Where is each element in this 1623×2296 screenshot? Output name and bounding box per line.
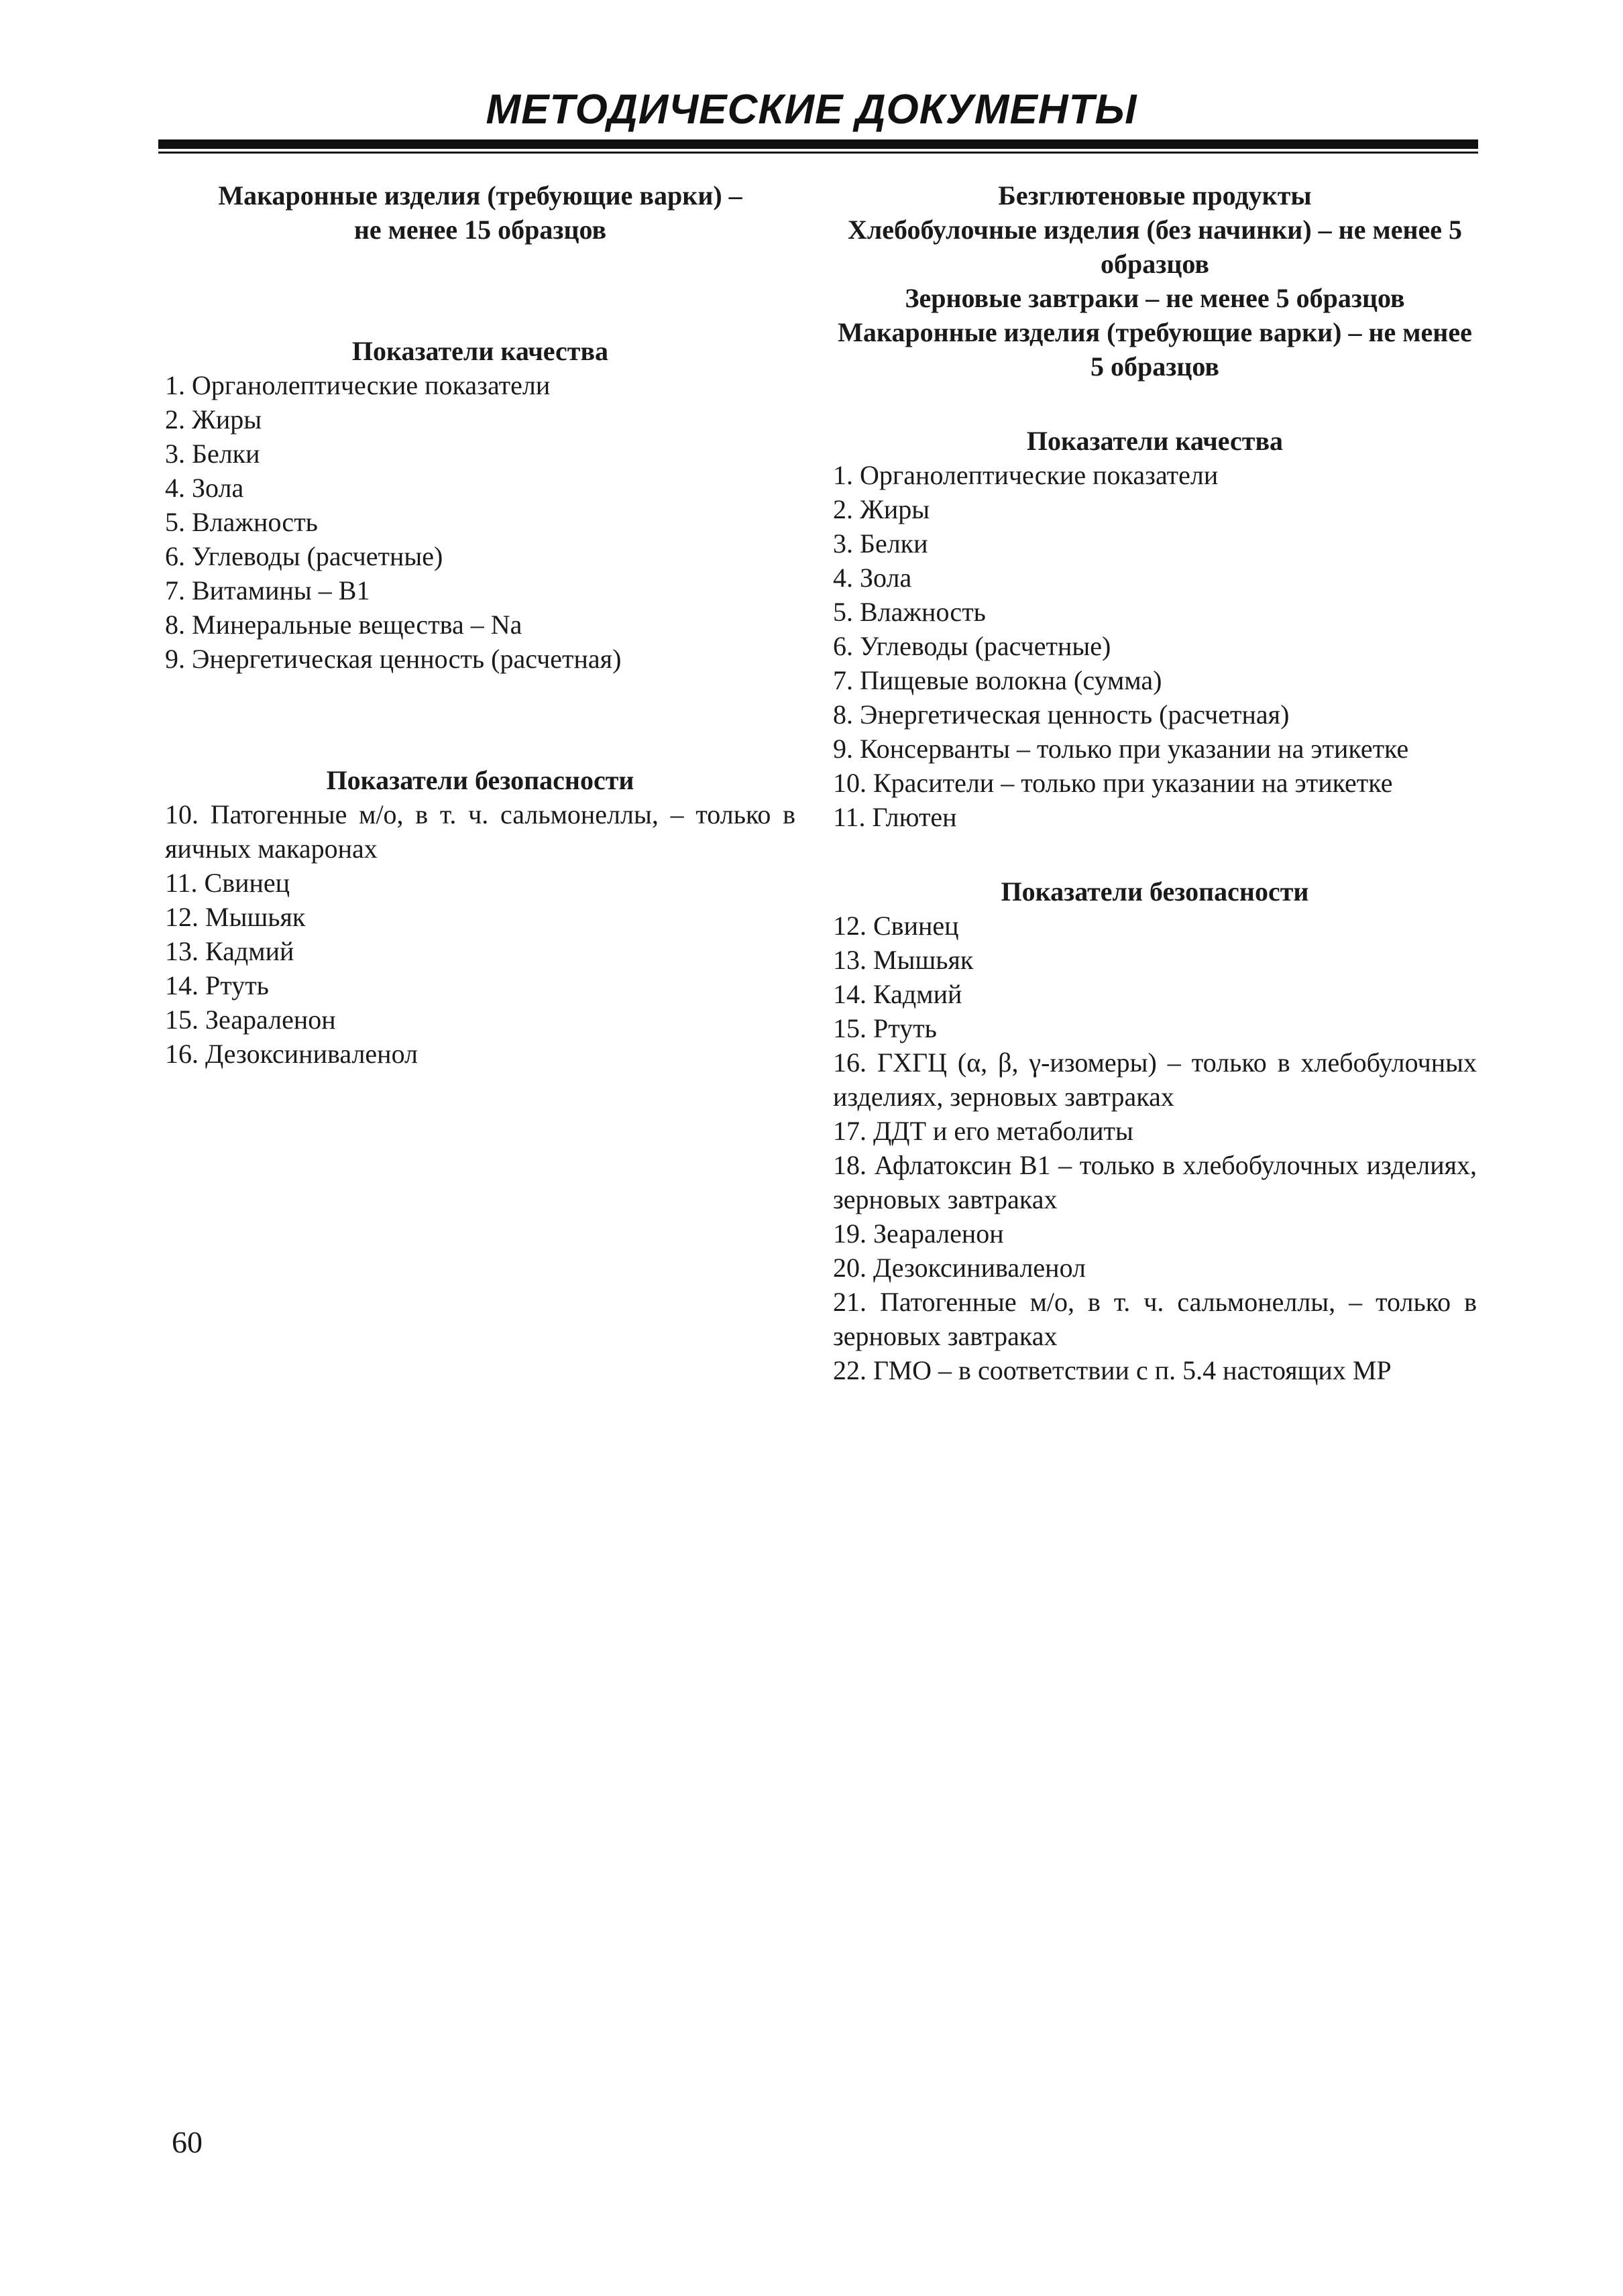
list-item: 5. Влажность (833, 597, 986, 627)
list-item: 14. Ртуть (165, 970, 269, 1000)
list-item: 8. Минеральные вещества – Na (165, 610, 522, 640)
right-title-line: Хлебобулочные изделия (без начинки) – не менее 5 образцов (847, 215, 1463, 279)
list-item: 19. Зеараленон (833, 1218, 1004, 1249)
list-item: 20. Дезоксиниваленол (833, 1253, 1086, 1283)
list-item: 1. Органолептические показатели (833, 460, 1219, 490)
list-item: 11. Свинец (165, 868, 290, 898)
list-item: 13. Кадмий (165, 936, 294, 966)
right-quality-heading: Показатели качества (1026, 426, 1284, 456)
list-item: 11. Глютен (833, 802, 957, 832)
list-item: 3. Белки (165, 439, 260, 469)
left-column-title (165, 178, 795, 247)
right-title-line: Зерновые завтраки – не менее 5 образцов (905, 283, 1405, 313)
list-item: 6. Углеводы (расчетные) (833, 631, 1111, 661)
right-title-line: Безглютеновые продукты (998, 180, 1312, 211)
right-column-title (833, 178, 1477, 384)
list-item: 22. ГМО – в соответствии с п. 5.4 настоящих МР (833, 1355, 1392, 1385)
list-item: 10. Патогенные м/о, в т. ч. сальмонеллы, – только в яичных макаронах (165, 799, 795, 864)
list-item: 5. Влажность (165, 507, 318, 537)
list-item: 6. Углеводы (расчетные) (165, 541, 443, 571)
list-item: 2. Жиры (833, 494, 930, 524)
list-item: 12. Свинец (833, 911, 959, 941)
list-item: 15. Зеараленон (165, 1005, 336, 1035)
page-header-title: МЕТОДИЧЕСКИЕ ДОКУМЕНТЫ (486, 87, 1137, 133)
list-item: 15. Ртуть (833, 1013, 937, 1043)
list-item: 1. Органолептические показатели (165, 370, 551, 400)
list-item: 14. Кадмий (833, 979, 962, 1009)
list-item: 3. Белки (833, 528, 928, 559)
list-item: 16. Дезоксиниваленол (165, 1039, 418, 1069)
header-rule-thin (158, 152, 1478, 154)
left-column (165, 178, 795, 1071)
list-item: 7. Витамины – B1 (165, 575, 370, 606)
list-item: 13. Мышьяк (833, 945, 974, 975)
right-safety-heading: Показатели безопасности (1001, 876, 1309, 907)
list-item: 4. Зола (165, 473, 244, 503)
left-safety-heading: Показатели безопасности (326, 765, 634, 795)
list-item: 10. Красители – только при указании на этикетке (833, 768, 1393, 798)
list-item: 2. Жиры (165, 404, 262, 435)
left-quality-heading: Показатели качества (351, 336, 609, 366)
list-item: 18. Афлатоксин B1 – только в хлебобулочных изделиях, зерновых завтраках (833, 1150, 1477, 1214)
list-item: 12. Мышьяк (165, 902, 306, 932)
header-rule-thick (158, 139, 1478, 149)
right-column (833, 178, 1477, 1387)
list-item: 9. Консерванты – только при указании на этикетке (833, 734, 1409, 764)
list-item: 17. ДДТ и его метаболиты (833, 1116, 1133, 1146)
list-item: 7. Пищевые волокна (сумма) (833, 665, 1162, 695)
list-item: 21. Патогенные м/о, в т. ч. сальмонеллы, – только в зерновых завтраках (833, 1287, 1477, 1351)
page-number: 60 (172, 2125, 203, 2159)
list-item: 8. Энергетическая ценность (расчетная) (833, 699, 1290, 730)
list-item: 16. ГХГЦ (α, β, γ-изомеры) – только в хлебобулочных изделиях, зерновых завтраках (833, 1047, 1477, 1112)
right-title-line: Макаронные изделия (требующие варки) – не менее 5 образцов (838, 317, 1472, 382)
list-item: 4. Зола (833, 563, 912, 593)
left-title-line: не менее 15 образцов (353, 215, 607, 245)
left-title-line: Макаронные изделия (требующие варки) – (218, 180, 742, 211)
list-item: 9. Энергетическая ценность (расчетная) (165, 644, 622, 674)
